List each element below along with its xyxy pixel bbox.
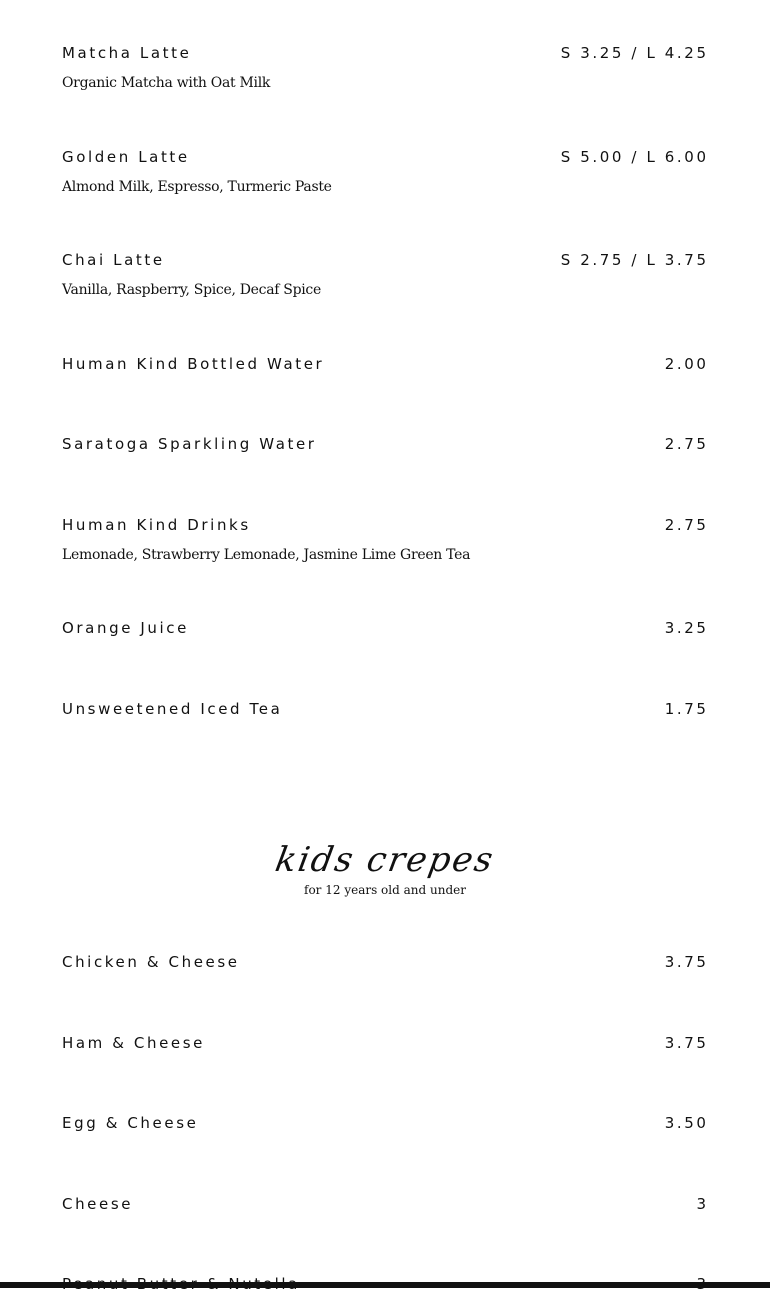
item-row bbox=[62, 147, 709, 167]
menu-item-egg-cheese bbox=[62, 1113, 709, 1133]
item-name: Unsweetened Iced Tea bbox=[62, 700, 283, 718]
item-description: Almond Milk, Espresso, Turmeric Paste bbox=[62, 179, 332, 195]
item-row bbox=[62, 250, 709, 270]
item-name: Cheese bbox=[62, 1195, 134, 1213]
item-name: Golden Latte bbox=[62, 148, 190, 166]
menu-item-cheese bbox=[62, 1194, 709, 1214]
section-title: kids crepes bbox=[272, 840, 498, 880]
item-price: 2.75 bbox=[664, 435, 709, 453]
menu-item-chicken-cheese bbox=[62, 952, 709, 972]
menu-item-sparkling-water bbox=[62, 434, 709, 454]
menu-item-ham-cheese bbox=[62, 1033, 709, 1053]
item-price: 3.25 bbox=[664, 619, 709, 637]
menu-item-iced-tea bbox=[62, 699, 709, 719]
item-price: 1.75 bbox=[664, 700, 709, 718]
item-name: Chicken & Cheese bbox=[62, 953, 240, 971]
menu-item-orange-juice bbox=[62, 618, 709, 638]
item-row bbox=[62, 699, 709, 719]
item-name: Orange Juice bbox=[62, 619, 189, 637]
item-row bbox=[62, 1033, 709, 1053]
item-name: Ham & Cheese bbox=[62, 1034, 205, 1052]
menu-item-matcha-latte bbox=[62, 43, 709, 92]
item-price: 3.50 bbox=[664, 1114, 709, 1132]
item-name: Human Kind Bottled Water bbox=[62, 355, 325, 373]
item-row bbox=[62, 952, 709, 972]
item-row bbox=[62, 434, 709, 454]
menu-item-human-kind-drinks bbox=[62, 515, 709, 564]
item-row bbox=[62, 1113, 709, 1133]
section-subtitle: for 12 years old and under bbox=[304, 883, 466, 897]
item-price: S 2.75 / L 3.75 bbox=[560, 251, 709, 269]
item-price: 3 bbox=[696, 1195, 709, 1213]
menu-item-golden-latte bbox=[62, 147, 709, 196]
item-description: Organic Matcha with Oat Milk bbox=[62, 75, 271, 91]
item-price: S 5.00 / L 6.00 bbox=[560, 148, 709, 166]
item-price: 2.75 bbox=[664, 516, 709, 534]
item-name: Chai Latte bbox=[62, 251, 165, 269]
item-price: 3.75 bbox=[664, 1034, 709, 1052]
item-name: Egg & Cheese bbox=[62, 1114, 199, 1132]
menu-item-chai-latte bbox=[62, 250, 709, 299]
item-description: Lemonade, Strawberry Lemonade, Jasmine Lime Green Tea bbox=[62, 547, 471, 563]
item-row bbox=[62, 618, 709, 638]
item-price: S 3.25 / L 4.25 bbox=[560, 44, 709, 62]
menu-item-bottled-water bbox=[62, 354, 709, 374]
item-description: Vanilla, Raspberry, Spice, Decaf Spice bbox=[62, 282, 321, 298]
item-name: Human Kind Drinks bbox=[62, 516, 251, 534]
item-price: 3.75 bbox=[664, 953, 709, 971]
item-row bbox=[62, 354, 709, 374]
kids-crepes-header bbox=[0, 840, 770, 898]
item-row bbox=[62, 1194, 709, 1214]
item-row bbox=[62, 43, 709, 63]
item-price: 2.00 bbox=[664, 355, 709, 373]
item-row bbox=[62, 515, 709, 535]
item-name: Saratoga Sparkling Water bbox=[62, 435, 317, 453]
item-name: Matcha Latte bbox=[62, 44, 192, 62]
bottom-edge-bar bbox=[0, 1282, 770, 1288]
